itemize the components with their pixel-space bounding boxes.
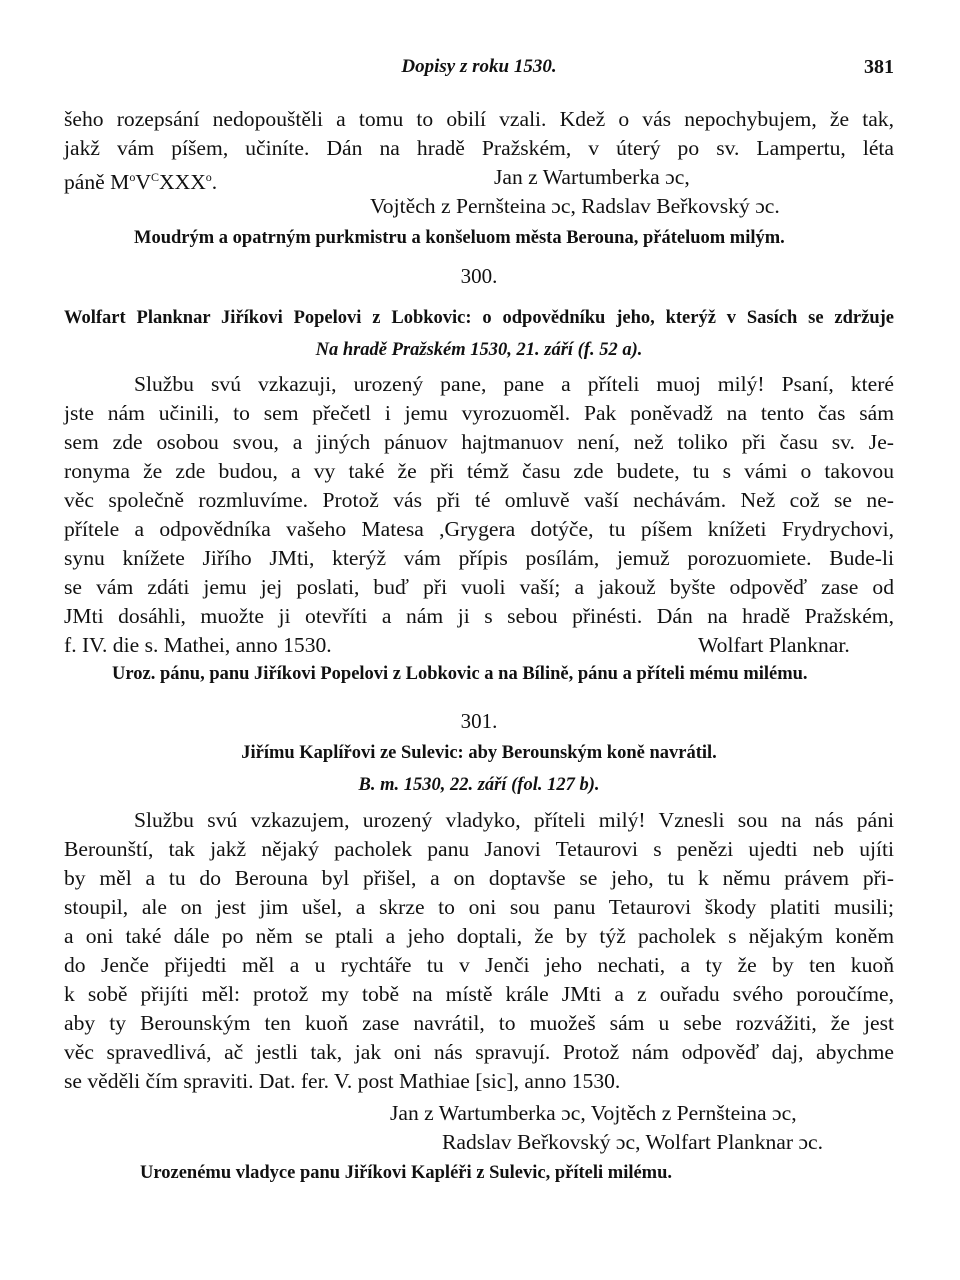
text-line: synu knížete Jiřího JMti, kterýž vám přípis posílám, jemuž porozuomiete. Bude-li (64, 546, 894, 570)
text-line: se věděli čím spraviti. Dat. fer. V. post Mathiae [sic], anno 1530. (64, 1069, 621, 1093)
letter-number: 300. (460, 264, 498, 288)
text-line: f. IV. die s. Mathei, anno 1530. (64, 633, 332, 657)
letter-place-date: B. m. 1530, 22. září (fol. 127 b). (358, 775, 600, 795)
letter-place-date: Na hradě Pražském 1530, 21. září (f. 52 a). (315, 340, 643, 360)
superscript: o (129, 170, 136, 184)
date-line-part: . (211, 170, 218, 195)
signature-line: Jan z Wartumberka ɔc, Vojtěch z Pernšteina ɔc, (390, 1101, 797, 1125)
text-line: JMti dosáhli, muožte ji otevříti a nám ji s sebou přinésti. Dán na hradě Pražském, (64, 604, 894, 628)
page-header (64, 56, 894, 86)
date-line-part: XXX (159, 170, 206, 195)
superscript: o (205, 170, 212, 184)
text-line: by měl a tu do Berouna byl přišel, a on doptavše se jeho, tu k němu právem při- (64, 866, 894, 890)
superscript: C (150, 170, 159, 184)
text-line: aby ty Berounským ten kuoň zase navrátil, to muožeš sám u sebe rozvážiti, že jest (64, 1011, 894, 1035)
text-line: Službu svú vzkazujem, urozený vladyko, příteli milý! Vznesli sou na nás páni (134, 808, 894, 832)
letter-summary: Jiřímu Kaplířovi ze Sulevic: aby Berounským koně navrátil. (241, 743, 717, 763)
text-line: Berounští, tak jakž nějaký pacholek panu Janovi Tetaurovi s penězi ujedti neb ujíti (64, 837, 894, 861)
signature-line: Jan z Wartumberka ɔc, (494, 165, 690, 189)
text-line: šeho rozepsání nedopouštěli a tomu to obilí vzali. Kdež o vás nepochybujem, že tak, (64, 107, 894, 131)
text-line: k sobě přijíti měl: protož my tobě na místě krále JMti a z ouřadu svého poroučíme, (64, 982, 894, 1006)
text-line: jste nám učinili, to sem přečetl i jemu vyrozuoměl. Pak poněvadž na tento čas sám (64, 401, 894, 425)
text-line: věc společně rozmluvíme. Protož vás při té omluvě vaší nechávám. Než což se ne- (64, 488, 894, 512)
date-line (64, 164, 217, 195)
text-line: věc spravedlivá, ač jestli tak, jak oni nás spravují. Protož nám odpověď daj, abychme (64, 1040, 894, 1064)
signature-line: Wolfart Planknar. (698, 633, 850, 657)
letter-summary: Wolfart Planknar Jiříkovi Popelovi z Lobkovic: o odpovědníku jeho, kterýž v Sasích se zdržuje (64, 308, 894, 328)
text-line: stoupil, ale on jest jim ušel, a skrze to oni sou panu Tetaurovi škody platiti musili; (64, 895, 894, 919)
text-line: Službu svú vzkazuji, urozený pane, pane a příteli muoj milý! Psaní, které (134, 372, 894, 396)
text-line: ronyma že zde budou, a vy také že při témž času zde budete, tu s vámi o takovou (64, 459, 894, 483)
text-line: jakž vám píšem, učiníte. Dán na hradě Pražském, v úterý po sv. Lampertu, léta (64, 136, 894, 160)
text-line: přítele a odpovědníka vašeho Matesa ,Grygera dotýče, tu píšem knížeti Frydrychovi, (64, 517, 894, 541)
running-title: Dopisy z roku 1530. (401, 56, 557, 77)
letter-address: Uroz. pánu, panu Jiříkovi Popelovi z Lobkovic a na Bílině, pánu a příteli mému milému. (112, 664, 808, 684)
letter-address: Urozenému vladyce panu Jiříkovi Kapléři z Sulevic, příteli milému. (140, 1163, 673, 1183)
text-line: sem zde osobou svou, a jiných pánuov hajtmanuov není, než toliko při času sv. Je- (64, 430, 894, 454)
letter-address: Moudrým a opatrným purkmistru a konšeluom města Berouna, přáteluom milým. (134, 228, 785, 248)
letter-number: 301. (460, 709, 498, 733)
signature-line: Radslav Beřkovský ɔc, Wolfart Planknar ɔc. (442, 1130, 824, 1154)
signature-line: Vojtěch z Pernšteina ɔc, Radslav Beřkovský ɔc. (370, 194, 780, 218)
date-line-part: páně M (64, 170, 130, 195)
text-line: se vám zdáti jemu jej poslati, buď při vuoli vaší; a jakouž byšte odpověď zase od (64, 575, 894, 599)
date-line-part: V (135, 170, 151, 195)
text-line: do Jenče přijedti měl a u rychtáře tu v Jenči jeho nechati, a ty že by ten kuoň (64, 953, 894, 977)
text-line: a oni také dále po něm se ptali a jeho doptali, že by týž pacholek s nějakým koněm (64, 924, 894, 948)
page-number: 381 (864, 56, 894, 78)
